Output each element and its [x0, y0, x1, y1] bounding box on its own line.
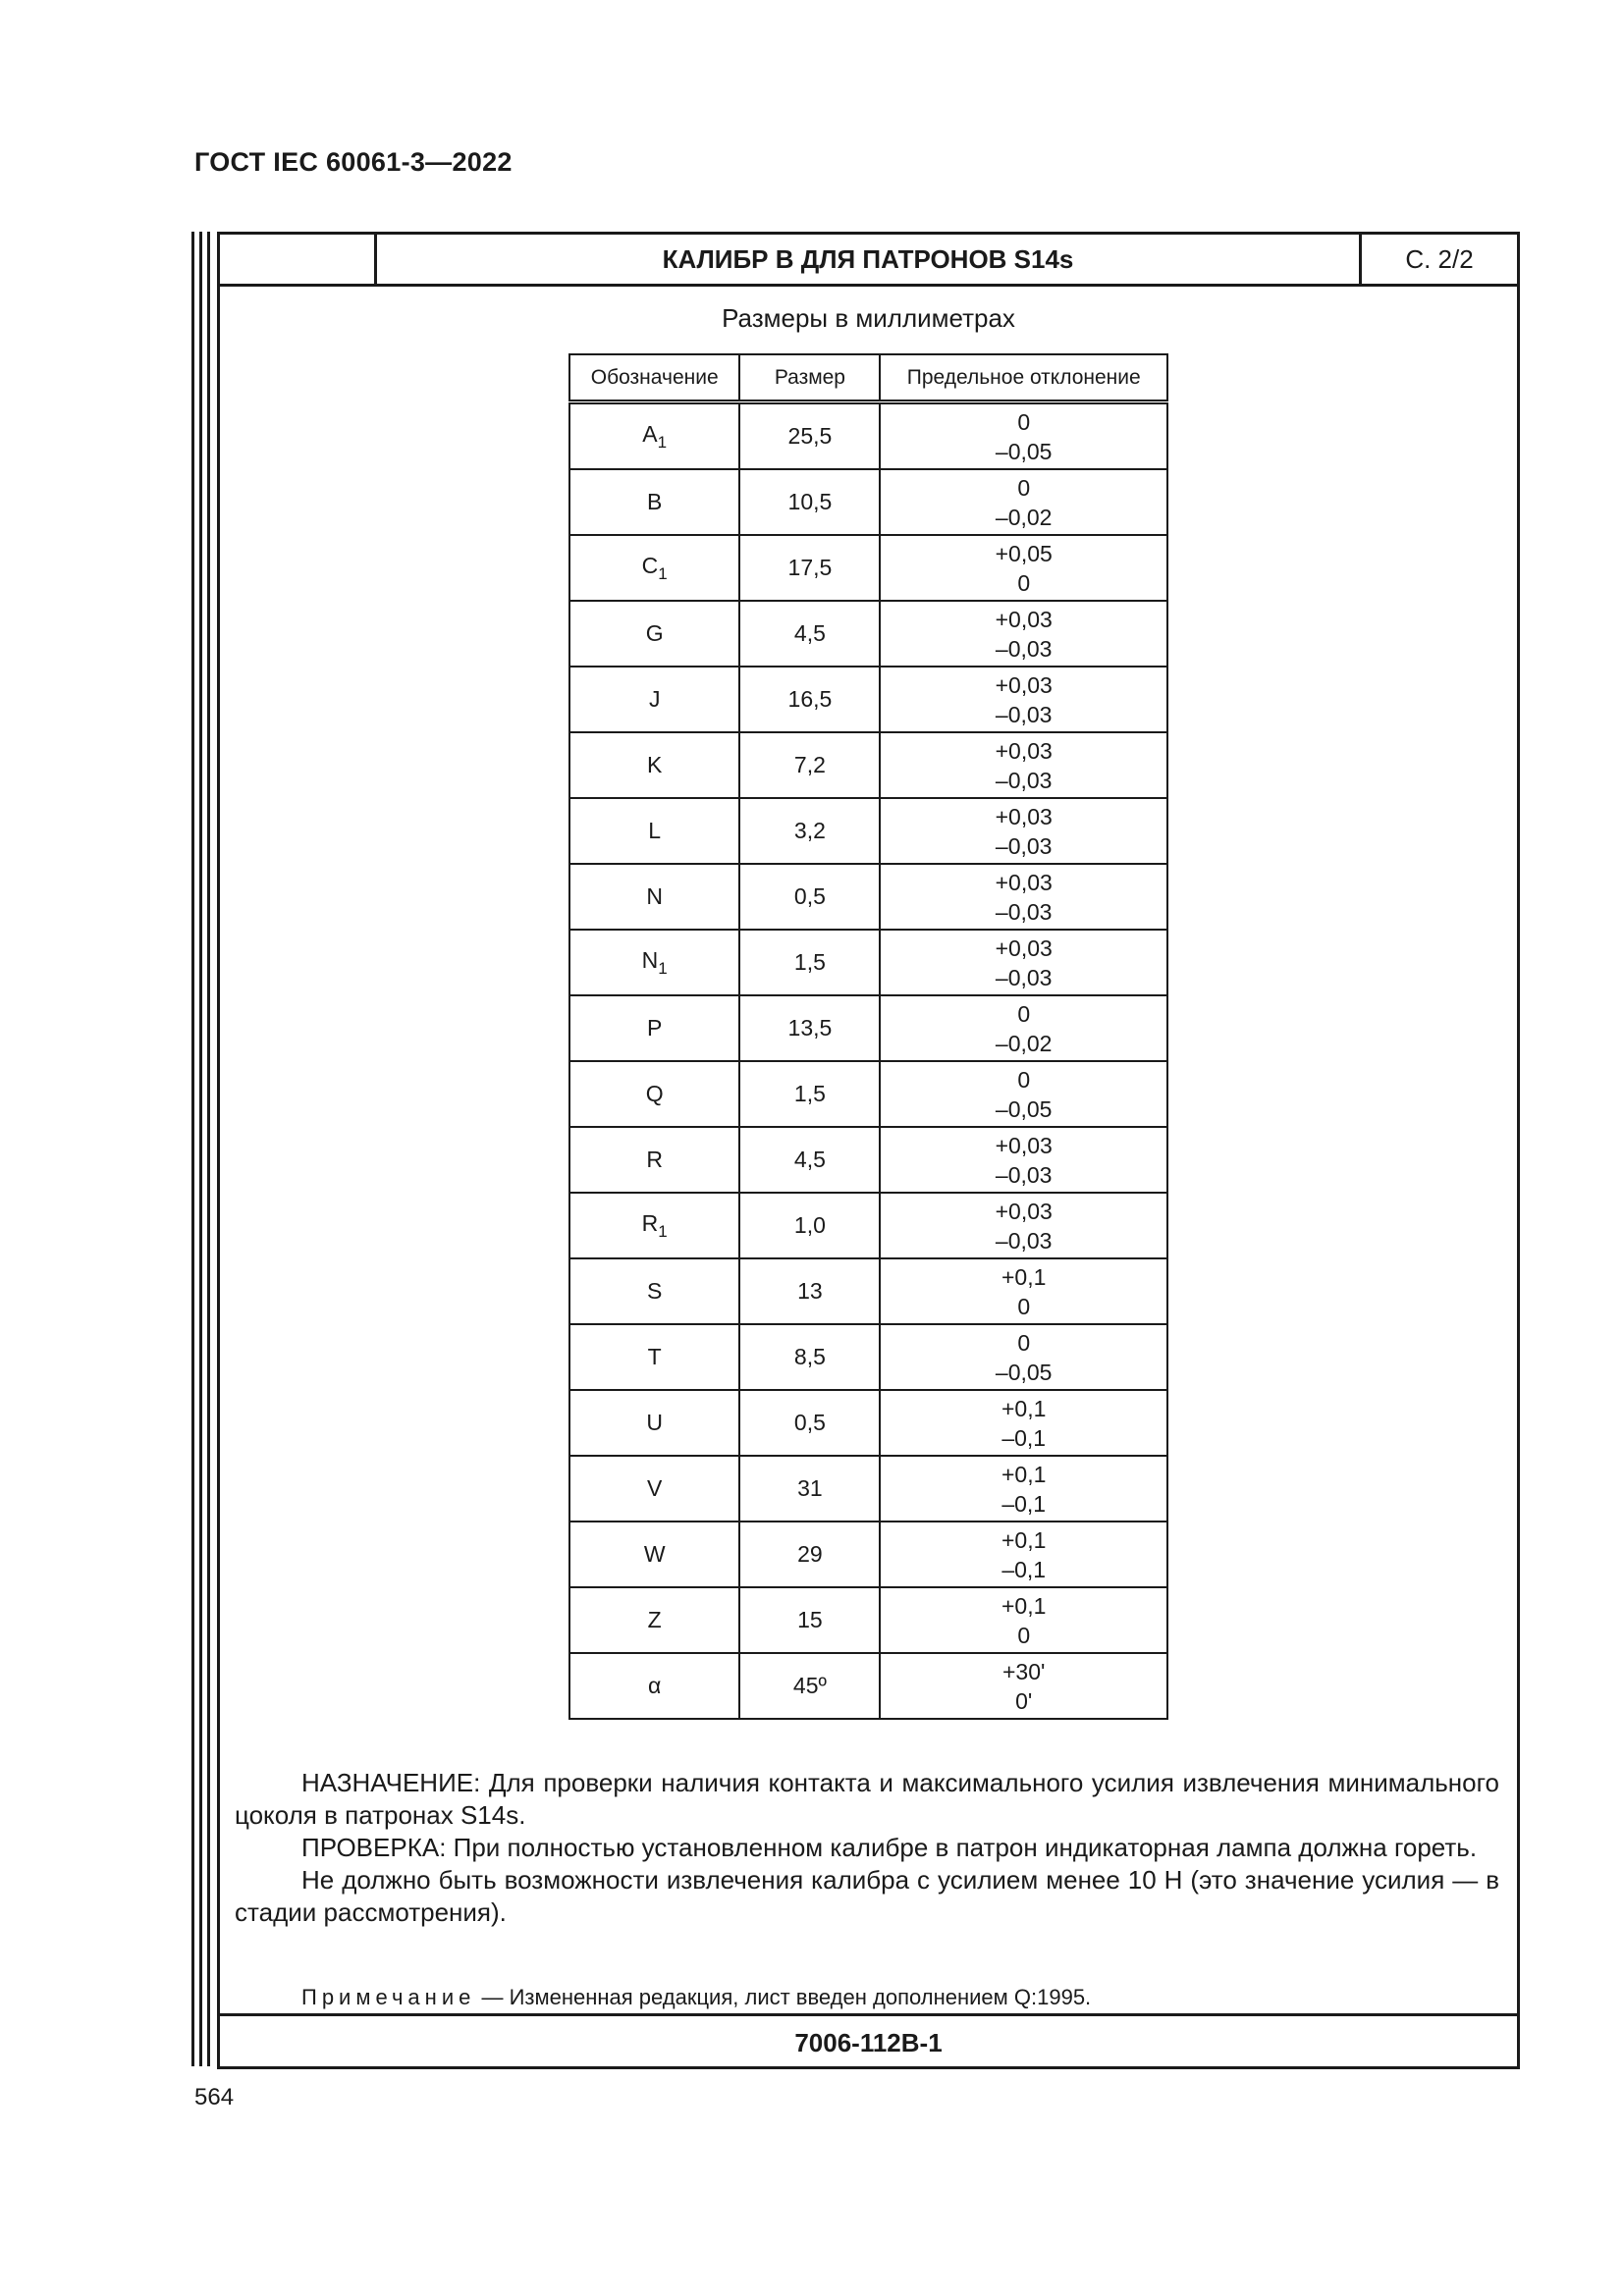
tolerance-lower: –0,02	[995, 1030, 1053, 1056]
table-row	[569, 601, 1167, 667]
table-row	[569, 930, 1167, 995]
designation-cell	[569, 535, 739, 601]
tolerance-cell	[880, 601, 1167, 667]
size-cell: 13	[739, 1258, 880, 1324]
tolerance-cell	[880, 1390, 1167, 1456]
tolerance-cell	[880, 995, 1167, 1061]
designation-cell	[569, 1456, 739, 1522]
tolerance-lower: 0	[1017, 1293, 1031, 1319]
designation-cell	[569, 469, 739, 535]
tolerance-cell	[880, 1258, 1167, 1324]
tolerance-cell	[880, 864, 1167, 930]
table-header-row	[569, 354, 1167, 402]
tolerance-upper: +0,03	[995, 1132, 1053, 1158]
designation-cell	[569, 930, 739, 995]
table-row	[569, 1127, 1167, 1193]
page-number: 564	[194, 2084, 235, 2110]
tolerance-cell	[880, 798, 1167, 864]
binding-line	[191, 232, 194, 2066]
tolerance-lower: –0,03	[995, 898, 1053, 925]
designation-cell	[569, 1324, 739, 1390]
sheet-code: 7006-112B-1	[220, 2013, 1517, 2069]
tolerance-lower: –0,03	[995, 832, 1053, 859]
table-row	[569, 1456, 1167, 1522]
tolerance-upper: +0,1	[1001, 1263, 1047, 1290]
table-row	[569, 1193, 1167, 1258]
designation-symbol: J	[648, 686, 661, 712]
designation-symbol: V	[647, 1475, 663, 1501]
size-cell: 4,5	[739, 1127, 880, 1193]
designation-symbol: L	[648, 818, 662, 843]
table-row	[569, 1653, 1167, 1719]
designation-symbol: K	[647, 752, 663, 777]
tolerance-upper: +0,1	[1001, 1526, 1047, 1553]
document-header: ГОСТ IEC 60061-3—2022	[194, 147, 513, 177]
designation-cell	[569, 667, 739, 732]
size-cell: 15	[739, 1587, 880, 1653]
tolerance-lower: –0,05	[995, 1095, 1053, 1122]
designation-symbol: N	[641, 946, 659, 973]
designation-symbol: P	[647, 1015, 663, 1041]
table-row	[569, 402, 1167, 470]
note-purpose: НАЗНАЧЕНИЕ: Для проверки наличия контакта и максимального усилия извлечения минимального цоколя в патронах S14s.	[235, 1768, 1499, 1830]
tolerance-cell	[880, 667, 1167, 732]
tolerance-upper: 0	[1017, 474, 1031, 501]
note-extraction: Не должно быть возможности извлечения калибра с усилием менее 10 Н (это значение усилия — в стадии рассмотрения).	[235, 1865, 1499, 1927]
tolerance-lower: –0,03	[995, 635, 1053, 662]
designation-cell	[569, 1522, 739, 1587]
size-cell: 17,5	[739, 535, 880, 601]
designation-symbol: N	[646, 883, 664, 909]
designation-symbol: R	[646, 1147, 664, 1172]
designation-cell	[569, 601, 739, 667]
tolerance-cell	[880, 1193, 1167, 1258]
tolerance-upper: 0	[1017, 1066, 1031, 1093]
tolerance-lower: –0,03	[995, 1161, 1053, 1188]
tolerance-upper: 0	[1017, 1329, 1031, 1356]
binding-line	[199, 232, 202, 2066]
size-cell: 4,5	[739, 601, 880, 667]
tolerance-cell	[880, 732, 1167, 798]
dimensions-table	[568, 353, 1168, 1720]
tolerance-upper: +0,05	[995, 540, 1053, 566]
designation-cell	[569, 732, 739, 798]
designation-symbol: W	[643, 1541, 666, 1567]
tolerance-lower: –0,02	[995, 504, 1053, 530]
designation-subscript: 1	[657, 432, 668, 452]
tolerance-cell	[880, 1061, 1167, 1127]
tolerance-cell	[880, 1324, 1167, 1390]
tolerance-cell	[880, 1522, 1167, 1587]
remark	[301, 1985, 1091, 2010]
tolerance-lower: –0,03	[995, 1227, 1053, 1254]
designation-symbol: B	[647, 489, 663, 514]
table-row	[569, 469, 1167, 535]
header-tolerance: Предельное отклонение	[880, 354, 1167, 402]
tolerance-lower: –0,1	[1001, 1490, 1047, 1517]
designation-cell	[569, 995, 739, 1061]
designation-cell	[569, 1390, 739, 1456]
size-cell: 1,5	[739, 1061, 880, 1127]
table-row	[569, 798, 1167, 864]
sheet-title-row	[220, 235, 1517, 287]
tolerance-upper: +0,1	[1001, 1461, 1047, 1487]
tolerance-cell	[880, 535, 1167, 601]
remark-text: — Измененная редакция, лист введен дополнением Q:1995.	[475, 1985, 1092, 2009]
size-cell: 13,5	[739, 995, 880, 1061]
notes-block	[235, 1767, 1499, 1929]
size-cell: 29	[739, 1522, 880, 1587]
tolerance-upper: +0,03	[995, 803, 1053, 829]
designation-symbol: C	[641, 552, 659, 578]
tolerance-lower: –0,03	[995, 701, 1053, 727]
size-cell: 0,5	[739, 864, 880, 930]
tolerance-cell	[880, 469, 1167, 535]
designation-symbol: Z	[647, 1607, 662, 1632]
designation-subscript: 1	[658, 1221, 668, 1241]
table-row	[569, 864, 1167, 930]
note-check: ПРОВЕРКА: При полностью установленном калибре в патрон индикаторная лампа должна гореть.	[301, 1833, 1478, 1862]
tolerance-lower: –0,1	[1001, 1424, 1047, 1451]
tolerance-cell	[880, 930, 1167, 995]
tolerance-lower: –0,1	[1001, 1556, 1047, 1582]
size-cell: 31	[739, 1456, 880, 1522]
designation-cell	[569, 1061, 739, 1127]
designation-cell	[569, 864, 739, 930]
table-row	[569, 667, 1167, 732]
sheet-frame	[217, 232, 1520, 2069]
table-row	[569, 1258, 1167, 1324]
table-row	[569, 1587, 1167, 1653]
tolerance-lower: 0	[1017, 1622, 1031, 1648]
table-row	[569, 995, 1167, 1061]
tolerance-upper: +0,03	[995, 934, 1053, 961]
designation-symbol: T	[647, 1344, 662, 1369]
tolerance-upper: +0,03	[995, 1198, 1053, 1224]
table-row	[569, 732, 1167, 798]
tolerance-lower: 0	[1017, 569, 1031, 596]
tolerance-upper: 0	[1017, 1000, 1031, 1027]
units-caption: Размеры в миллиметрах	[722, 303, 1015, 333]
designation-cell	[569, 1653, 739, 1719]
tolerance-lower: –0,05	[995, 438, 1053, 464]
table-row	[569, 535, 1167, 601]
size-cell: 25,5	[739, 402, 880, 470]
designation-symbol: Q	[645, 1081, 664, 1106]
size-cell: 7,2	[739, 732, 880, 798]
tolerance-cell	[880, 1456, 1167, 1522]
table-body	[569, 402, 1167, 1720]
designation-symbol: U	[646, 1410, 664, 1435]
size-cell: 1,0	[739, 1193, 880, 1258]
size-cell: 0,5	[739, 1390, 880, 1456]
designation-cell	[569, 798, 739, 864]
tolerance-lower: –0,03	[995, 767, 1053, 793]
designation-symbol: R	[641, 1209, 659, 1236]
header-size: Размер	[739, 354, 880, 402]
tolerance-upper: +0,03	[995, 869, 1053, 895]
designation-symbol: A	[642, 420, 658, 447]
size-cell: 16,5	[739, 667, 880, 732]
designation-subscript: 1	[658, 958, 668, 978]
tolerance-upper: +0,03	[995, 606, 1053, 632]
binding-line	[207, 232, 210, 2066]
designation-cell	[569, 1193, 739, 1258]
remark-label: Примечание	[301, 1985, 476, 2009]
tolerance-upper: +0,03	[995, 737, 1053, 764]
designation-cell	[569, 1587, 739, 1653]
designation-subscript: 1	[658, 563, 668, 583]
tolerance-lower: 0'	[1015, 1687, 1033, 1714]
sheet-page: С. 2/2	[1405, 244, 1474, 274]
tolerance-cell	[880, 1587, 1167, 1653]
title-empty-cell	[220, 235, 377, 284]
table-row	[569, 1061, 1167, 1127]
table-row	[569, 1324, 1167, 1390]
designation-symbol: α	[648, 1673, 662, 1698]
size-cell: 10,5	[739, 469, 880, 535]
tolerance-cell	[880, 1127, 1167, 1193]
designation-cell	[569, 1127, 739, 1193]
tolerance-upper: 0	[1017, 408, 1031, 435]
designation-symbol: S	[647, 1278, 663, 1304]
designation-symbol: G	[645, 620, 664, 646]
header-designation: Обозначение	[569, 354, 739, 402]
tolerance-upper: +30'	[1002, 1658, 1046, 1684]
designation-cell	[569, 1258, 739, 1324]
size-cell: 8,5	[739, 1324, 880, 1390]
tolerance-upper: +0,1	[1001, 1592, 1047, 1619]
tolerance-upper: +0,03	[995, 671, 1053, 698]
table-row	[569, 1390, 1167, 1456]
tolerance-cell	[880, 402, 1167, 470]
designation-cell	[569, 402, 739, 470]
tolerance-upper: +0,1	[1001, 1395, 1047, 1421]
tolerance-cell	[880, 1653, 1167, 1719]
sheet-title: КАЛИБР B ДЛЯ ПАТРОНОВ S14s	[377, 235, 1362, 284]
tolerance-lower: –0,03	[995, 964, 1053, 990]
table-row	[569, 1522, 1167, 1587]
size-cell: 45º	[739, 1653, 880, 1719]
tolerance-lower: –0,05	[995, 1359, 1053, 1385]
size-cell: 1,5	[739, 930, 880, 995]
size-cell: 3,2	[739, 798, 880, 864]
